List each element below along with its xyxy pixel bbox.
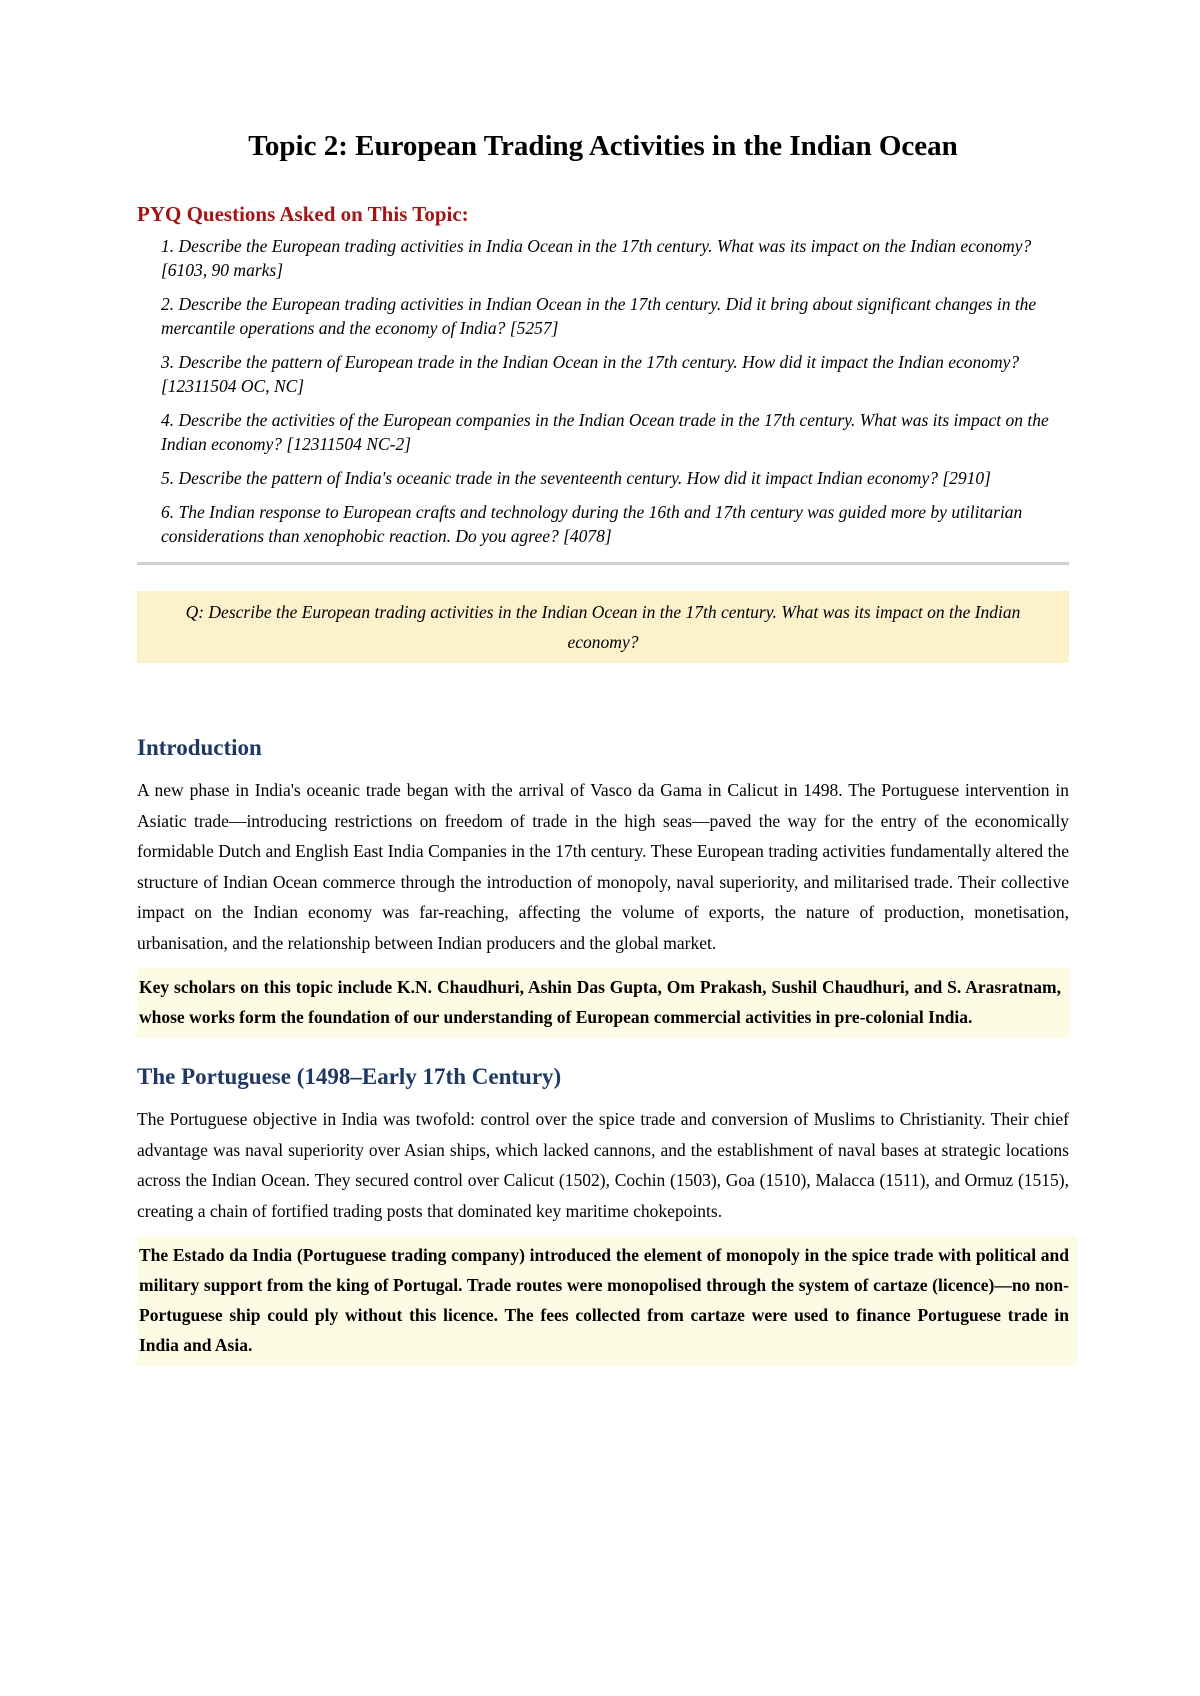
pyq-item: 3. Describe the pattern of European trade in the Indian Ocean in the 17th century. How did it impact the Indian economy? [12311504 OC, NC] bbox=[161, 352, 1020, 396]
question-box: Q: Describe the European trading activities in the Indian Ocean in the 17th century. What was its impact on the Indian economy? bbox=[137, 591, 1069, 663]
key-scholars-callout: Key scholars on this topic include K.N. Chaudhuri, Ashin Das Gupta, Om Prakash, Sushil Chaudhuri, and S. Arasratnam, whose works form the foundation of our understanding of European commercial activities in pre-colonial India. bbox=[137, 968, 1069, 1038]
pyq-item: 5. Describe the pattern of India's oceanic trade in the seventeenth century. How did it impact Indian economy? [2910] bbox=[161, 468, 991, 488]
introduction-heading: Introduction bbox=[137, 735, 262, 760]
estado-da-india-callout: The Estado da India (Portuguese trading company) introduced the element of monopoly in the spice trade with political and military support from the king of Portugal. Trade routes were monopolised through the system of cartaze (licence)—no non-Portuguese ship could ply without this licence. The fees collected from cartaze were used to finance Portuguese trade in India and Asia. bbox=[137, 1236, 1077, 1366]
introduction-paragraph: A new phase in India's oceanic trade began with the arrival of Vasco da Gama in Calicut in 1498. The Portuguese intervention in Asiatic trade—introducing restrictions on freedom of trade in the high seas—paved the way for the entry of the economically formidable Dutch and English East India Companies in the 17th century. These European trading activities fundamentally altered the structure of Indian Ocean commerce through the introduction of monopoly, naval superiority, and militarised trade. Their collective impact on the Indian economy was far-reaching, affecting the volume of exports, the nature of production, monetisation, urbanisation, and the relationship between Indian producers and the global market. bbox=[137, 780, 1069, 953]
portuguese-paragraph: The Portuguese objective in India was twofold: control over the spice trade and conversion of Muslims to Christianity. Their chief advantage was naval superiority over Asian ships, which lacked cannons, and the establishment of naval bases at strategic locations across the Indian Ocean. They secured control over Calicut (1502), Cochin (1503), Goa (1510), Malacca (1511), and Ormuz (1515), creating a chain of fortified trading posts that dominated key maritime chokepoints. bbox=[137, 1109, 1069, 1221]
section-divider bbox=[137, 562, 1069, 565]
pyq-item: 6. The Indian response to European crafts and technology during the 16th and 17th century was guided more by utilitarian considerations than xenophobic reaction. Do you agree? [4078] bbox=[161, 502, 1023, 546]
page-title: Topic 2: European Trading Activities in the Indian Ocean bbox=[248, 130, 958, 162]
pyq-item: 4. Describe the activities of the European companies in the Indian Ocean trade in the 17th century. What was its impact on the Indian economy? [12311504 NC-2] bbox=[161, 410, 1049, 454]
pyq-heading: PYQ Questions Asked on This Topic: bbox=[137, 202, 469, 226]
pyq-item: 2. Describe the European trading activities in Indian Ocean in the 17th century. Did it bring about significant changes in the mercantile operations and the economy of India? [5257] bbox=[161, 294, 1037, 338]
pyq-item: 1. Describe the European trading activities in India Ocean in the 17th century. What was its impact on the Indian economy? [6103, 90 marks] bbox=[161, 236, 1032, 280]
pyq-list bbox=[137, 234, 1069, 548]
portuguese-heading: The Portuguese (1498–Early 17th Century) bbox=[137, 1064, 562, 1089]
